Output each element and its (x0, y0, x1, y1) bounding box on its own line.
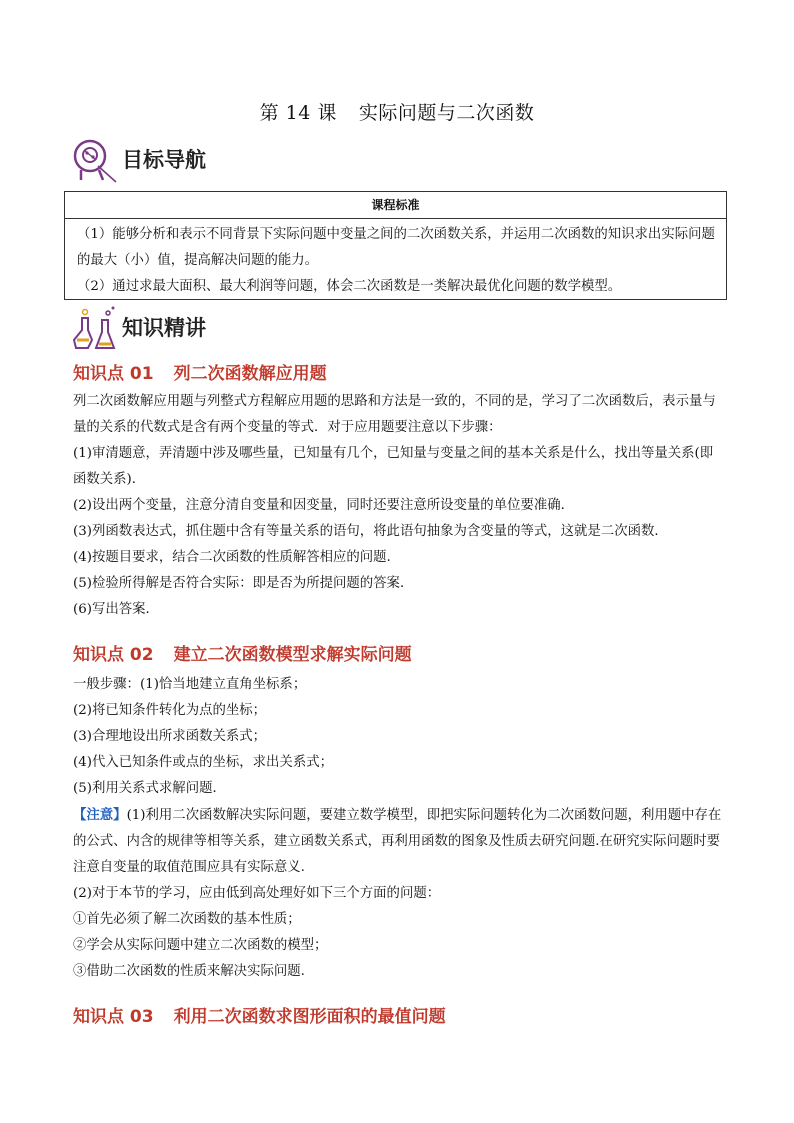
kp2-line-4: (4)代入已知条件或点的坐标，求出关系式； (73, 755, 333, 770)
kp1-line-3: (2)设出两个变量，注意分清自变量和因变量，同时还要注意所设变量的单位要准确． (73, 498, 575, 513)
standard-item-1: （1）能够分析和表示不同背景下实际问题中变量之间的二次函数关系，并运用二次函数的知识求出实际问题的最大（小）值，提高解决问题的能力。 (77, 227, 715, 268)
kp2-line-3: (3)合理地设出所求函数关系式； (73, 729, 267, 744)
kp2-more-4: ③借助二次函数的性质来解决实际问题. (73, 964, 305, 979)
kp2-more-3: ②学会从实际问题中建立二次函数的模型； (73, 938, 328, 953)
note-text: (1)利用二次函数解决实际问题，要建立数学模型，即把实际问题转化为二次函数问题，利用题中存在的公式、内含的规律等相等关系，建立函数关系式，再利用函数的图象及性质去研究问题.在研究实际问题时要注意自变量的取值范围应具有实际意义. (73, 808, 722, 875)
lesson-title (0, 98, 794, 125)
kp1-line-1: 列二次函数解应用题与列整式方程解应用题的思路和方法是一致的，不同的是，学习了二次函数后，表示量与量的关系的代数式是含有两个变量的等式．对于应用题要注意以下步骤： (73, 394, 716, 435)
kp1-line-2: (1)审清题意，弄清题中涉及哪些量，已知量有几个，已知量与变量之间的基本关系是什么，找出等量关系(即函数关系)． (73, 446, 714, 487)
kp1-title: 列二次函数解应用题 (173, 364, 327, 384)
lesson-topic: 实际问题与二次函数 (358, 102, 535, 124)
kp1-line-4: (3)列函数表达式，抓住题中含有等量关系的语句，将此语句抽象为含变量的等式，这就是二次函数． (73, 524, 668, 539)
kp2-title: 建立二次函数模型求解实际问题 (173, 645, 412, 665)
kp1-line-7: (6)写出答案． (73, 602, 159, 617)
section-knowledge-label: 知识精讲 (122, 316, 206, 340)
kp2-note (73, 802, 723, 881)
kp1-number: 知识点 01 (73, 364, 154, 384)
kp2-line-2: (2)将已知条件转化为点的坐标； (73, 703, 267, 718)
lab-flask-icon (70, 304, 118, 350)
section-goal (70, 136, 206, 182)
kp2-more-2: ①首先必须了解二次函数的基本性质； (73, 912, 301, 927)
kp2-line-5: (5)利用关系式求解问题． (73, 781, 226, 796)
kp1-line-5: (4)按题目要求，结合二次函数的性质解答相应的问题. (73, 550, 391, 565)
kp2-number: 知识点 02 (73, 645, 154, 665)
kp2-heading (73, 640, 412, 665)
kp1-content (73, 389, 723, 623)
kp1-heading (73, 359, 327, 384)
table-body (65, 219, 726, 300)
section-knowledge (70, 304, 206, 350)
kp2-line-1: 一般步骤：(1)恰当地建立直角坐标系； (73, 677, 307, 692)
lesson-number: 第 14 课 (259, 102, 337, 124)
kp3-heading (73, 1002, 446, 1027)
kp2-more-1: (2)对于本节的学习，应由低到高处理好如下三个方面的问题： (73, 886, 441, 901)
kp1-line-6: (5)检验所得解是否符合实际：即是否为所提问题的答案． (73, 576, 414, 591)
table-header: 课程标准 (65, 192, 726, 219)
kp3-number: 知识点 03 (73, 1007, 154, 1027)
standard-item-2: （2）通过求最大面积、最大利润等问题，体会二次函数是一类解决最优化问题的数学模型。 (77, 279, 622, 294)
brain-head-icon (70, 136, 118, 182)
section-goal-label: 目标导航 (122, 148, 206, 172)
kp2-content (73, 672, 723, 985)
note-label: 【注意】 (73, 807, 127, 823)
kp3-title: 利用二次函数求图形面积的最值问题 (173, 1007, 446, 1027)
course-standards-table (64, 191, 727, 300)
